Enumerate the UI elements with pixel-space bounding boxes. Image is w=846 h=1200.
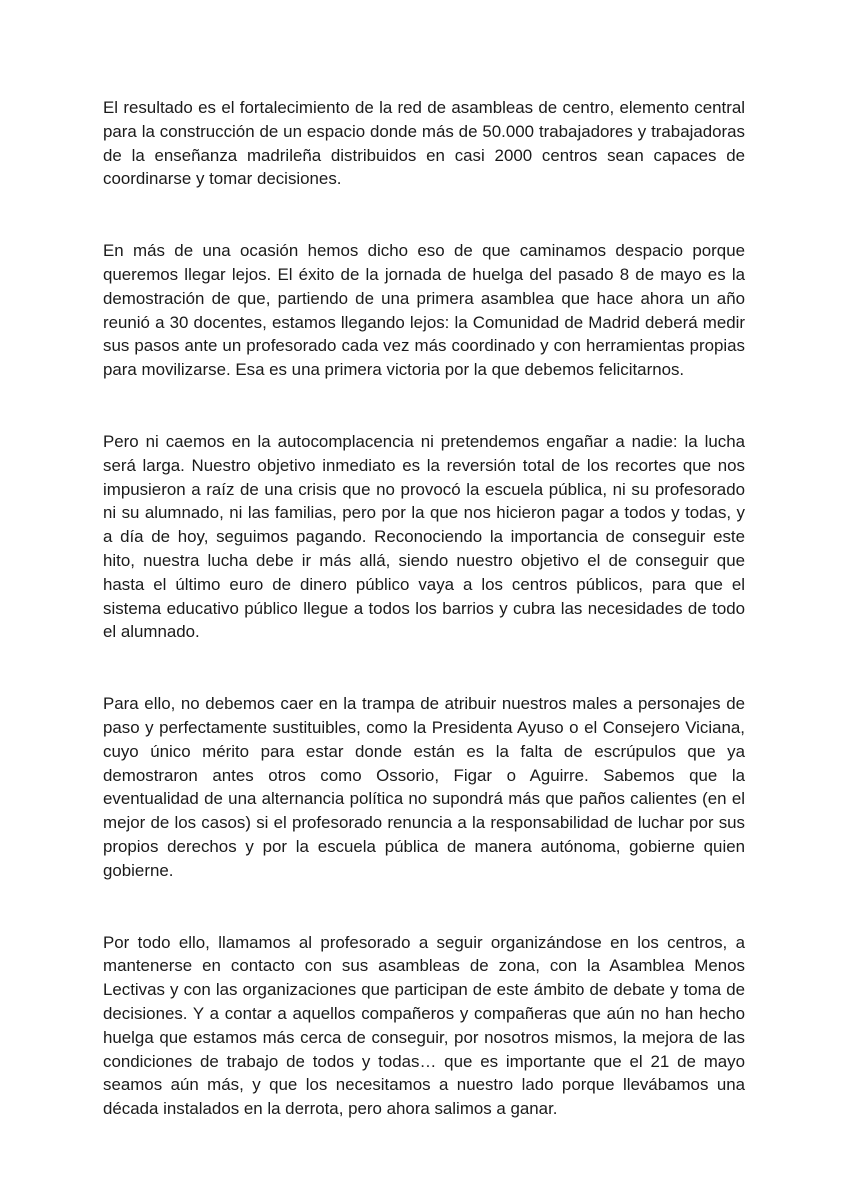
paragraph-3: Pero ni caemos en la autocomplacencia ni pretendemos engañar a nadie: la lucha será larga. Nuestro objetivo inmediato es la reversión total de los recortes que nos impusieron a raíz de una crisis que no provocó la escuela pública, ni su profesorado ni su alumnado, ni las familias, pero por la que nos hicieron pagar a todos y todas, y a día de hoy, seguimos pagando. Reconociendo la importancia de conseguir este hito, nuestra lucha debe ir más allá, siendo nuestro objetivo el de conseguir que hasta el último euro de dinero público vaya a los centros públicos, para que el sistema educativo público llegue a todos los barrios y cubra las necesidades de todo el alumnado. (103, 431, 745, 642)
paragraph-1: El resultado es el fortalecimiento de la red de asambleas de centro, elemento central para la construcción de un espacio donde más de 50.000 trabajadores y trabajadoras de la enseñanza madrileña distribuidos en casi 2000 centros sean capaces de coordinarse y tomar decisiones. (103, 98, 745, 189)
paragraph-5: Por todo ello, llamamos al profesorado a seguir organizándose en los centros, a mantenerse en contacto con sus asambleas de zona, con la Asamblea Menos Lectivas y con las organizaciones que participan de este ámbito de debate y toma de decisiones. Y a contar a aquellos compañeros y compañeras que aún no han hecho huelga que estamos más cerca de conseguir, por nosotros mismos, la mejora de las condiciones de trabajo de todos y todas… que es importante que el 21 de mayo seamos aún más, y que los necesitamos a nuestro lado porque llevábamos una década instalados en la derrota, pero ahora salimos a ganar. (103, 932, 745, 1119)
document-body (103, 96, 745, 1121)
paragraph-4: Para ello, no debemos caer en la trampa de atribuir nuestros males a personajes de paso y perfectamente sustituibles, como la Presidenta Ayuso o el Consejero Viciana, cuyo único mérito para estar donde están es la falta de escrúpulos que ya demostraron antes otros como Ossorio, Figar o Aguirre. Sabemos que la eventualidad de una alternancia política no supondrá más que paños calientes (en el mejor de los casos) si el profesorado renuncia a la responsabilidad de luchar por sus propios derechos y por la escuela pública de manera autónoma, gobierne quien gobierne. (103, 694, 745, 880)
paragraph-2: En más de una ocasión hemos dicho eso de que caminamos despacio porque queremos llegar lejos. El éxito de la jornada de huelga del pasado 8 de mayo es la demostración de que, partiendo de una primera asamblea que hace ahora un año reunió a 30 docentes, estamos llegando lejos: la Comunidad de Madrid deberá medir sus pasos ante un profesorado cada vez más coordinado y con herramientas propias para movilizarse. Esa es una primera victoria por la que debemos felicitarnos. (103, 241, 745, 380)
